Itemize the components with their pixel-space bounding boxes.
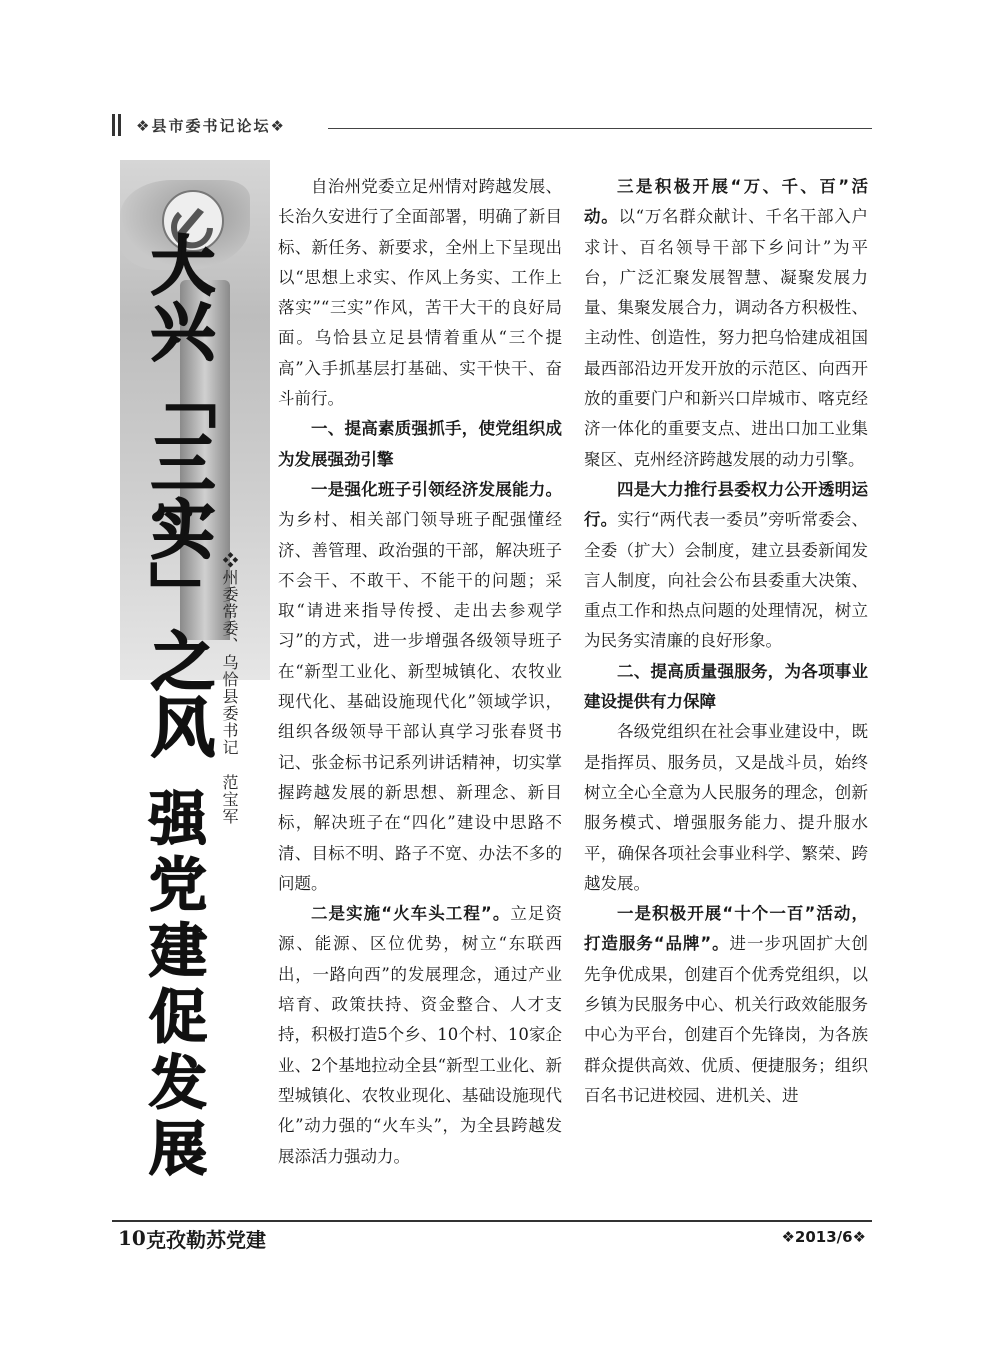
magazine-name: 克孜勒苏党建 [146, 1228, 266, 1252]
paragraph-text: 实行“两代表一委员”旁听常委会、全委（扩大）会制度，建立县委新闻发言人制度，向社会公布县委重大决策、重点工作和热点问题的处理情况，树立为民务实清廉的良好形象。 [584, 510, 869, 651]
page-number: 10 [118, 1226, 146, 1250]
paragraph [584, 899, 868, 1111]
paragraph [278, 899, 562, 1172]
paragraph: 自治州党委立足州情对跨越发展、长治久安进行了全面部署，明确了新目标、新任务、新要求，全州上下呈现出以“思想上求实、作风上务实、工作上落实”“三实”作风，苦干大干的良好局面。乌恰县立足县情着重从“三个提高”入手抓基层打基础、实干快干、奋斗前行。 [278, 177, 562, 409]
section-heading: 二、提高质量强服务，为各项事业建设提供有力保障 [584, 661, 868, 712]
text-column-left [278, 172, 562, 1172]
paragraph-text: 进一步巩固扩大创先争优成果，创建百个优秀党组织，以乡镇为民服务中心、机关行政效能服务中心为平台，创建百个先锋岗，为各族群众提供高效、优质、便捷服务；组织百名书记进校园、进机关、进 [584, 934, 868, 1105]
paragraph-lead: 一是强化班子引领经济发展能力。 [311, 479, 562, 499]
paragraph-lead: 一是积极开展“十个一百”活动，打造服务“品牌”。 [584, 904, 868, 954]
section-title: ❖县市委书记论坛❖ [136, 117, 286, 135]
paragraph: 各级党组织在社会事业建设中，既是指挥员、服务员，又是战斗员，始终树立全心全意为人民服务的理念，创新服务模式、增强服务能力、提升服水平，确保各项社会事业科学、繁荣、跨越发展。 [584, 722, 868, 893]
paragraph-text: 立足资源、能源、区位优势，树立“东联西出，一路向西”的发展理念，通过产业培育、政策扶持、资金整合、人才支持，积极打造5个乡、10个村、10家企业、2个基地拉动全县“新型工业化、新型城镇化、农牧业现化、基础设施现代化”动力强的“火车头”，为全县跨越发展添活力强动力。 [278, 904, 562, 1166]
author-name: 范宝军 [220, 774, 239, 825]
footer-rule [112, 1220, 872, 1222]
header-bars [112, 114, 124, 140]
paragraph-text: 为乡村、相关部门领导班子配强懂经济、善管理、政治强的干部，解决班子不会干、不敢干、不能干的问题；采取“请进来指导传授、走出去参观学习”的方式，进一步增强各级领导班子在“新型工业化、新型城镇化、农牧业现代化、基础设施现代化”领域学识，组织各级领导干部认真学习张春贤书记、张金标书记系列讲话精神，切实掌握跨越发展的新思想、新理念、新目标，解决班子在“四化”建设中思路不清、目标不明、路子不宽、办法不多的问题。 [278, 510, 562, 893]
paragraph [584, 475, 868, 657]
section-header [112, 112, 872, 142]
article-title: 大兴「三实」之风 [140, 232, 214, 760]
paragraph [278, 475, 562, 899]
page-footer [112, 1220, 872, 1250]
paragraph-lead: 二是实施“火车头工程”。 [311, 904, 511, 924]
issue-date: ❖2013/6❖ [781, 1228, 866, 1246]
author-byline [218, 552, 240, 825]
article-subtitle: 强党建促发展 [139, 788, 207, 1184]
paragraph-text: 以“万名群众献计、千名干部入户求计、百名领导干部下乡问计”为平台，广泛汇聚发展智慧、凝聚发展力量、集聚发展合力，调动各方积极性、主动性、创造性，努力把乌恰建成祖国最西部沿边开发开放的示范区、向西开放的重要门户和新兴口岸城市、喀克经济一体化的重要支点、进出口加工业集聚区、克州经济跨越发展的动力引擎。 [584, 207, 869, 469]
paragraph-lead: 三是积极开展“万、千、百”活动。 [584, 177, 868, 227]
header-rule [328, 128, 872, 129]
paragraph [584, 172, 868, 475]
text-column-right [584, 172, 868, 1111]
section-heading: 一、提高素质强抓手，使党组织成为发展强劲引擎 [278, 419, 562, 469]
paragraph-lead: 四是大力推行县委权力公开透明运行。 [584, 479, 868, 530]
author-role: ❖州委常委、乌恰县委书记 [220, 552, 239, 756]
